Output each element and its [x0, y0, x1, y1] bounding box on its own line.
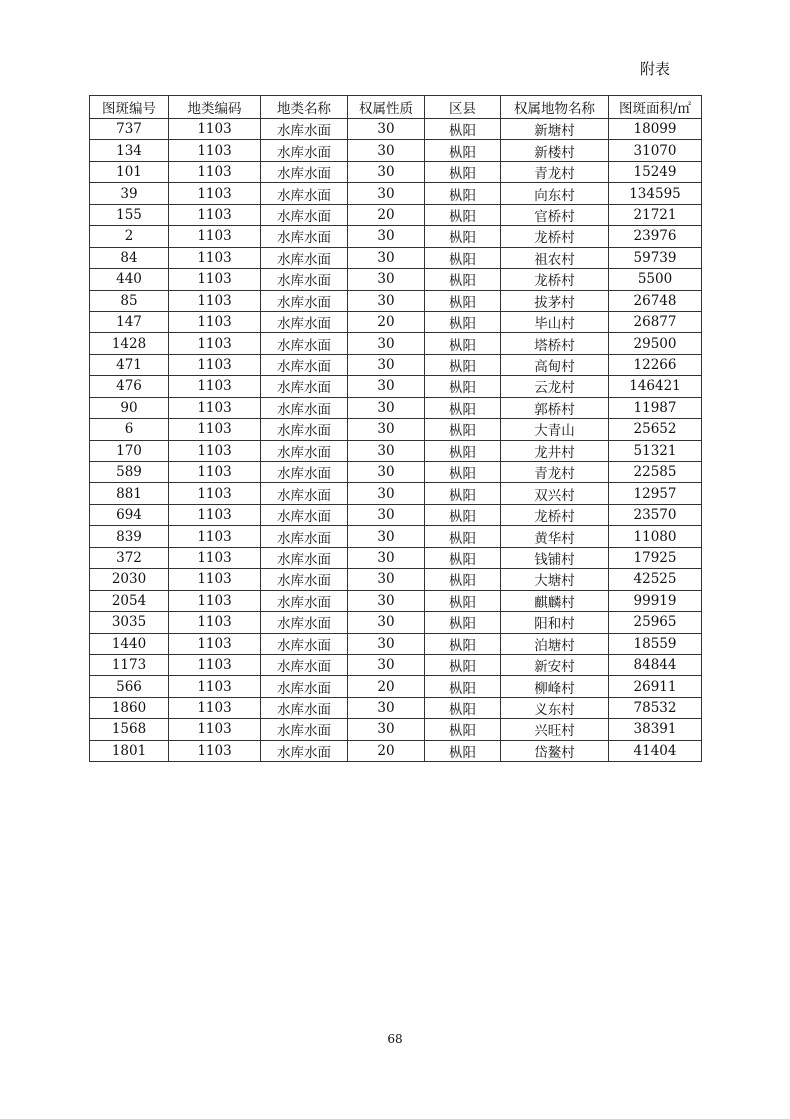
cell-owner-name: 大青山 [501, 419, 609, 440]
cell-county: 枞阳 [425, 697, 501, 718]
cell-land-name: 水库水面 [261, 419, 348, 440]
cell-county: 枞阳 [425, 140, 501, 161]
cell-county: 枞阳 [425, 676, 501, 697]
cell-county: 枞阳 [425, 161, 501, 182]
cell-ownership: 20 [348, 311, 425, 332]
cell-land-name: 水库水面 [261, 547, 348, 568]
cell-patch-id: 3035 [90, 612, 169, 633]
cell-patch-id: 1173 [90, 654, 169, 675]
cell-county: 枞阳 [425, 740, 501, 761]
cell-land-code: 1103 [169, 290, 261, 311]
cell-owner-name: 青龙村 [501, 161, 609, 182]
cell-ownership: 30 [348, 419, 425, 440]
cell-land-code: 1103 [169, 483, 261, 504]
table-row [90, 440, 702, 461]
cell-area: 18559 [609, 633, 702, 654]
cell-owner-name: 高甸村 [501, 354, 609, 375]
cell-ownership: 30 [348, 269, 425, 290]
cell-ownership: 30 [348, 376, 425, 397]
cell-patch-id: 101 [90, 161, 169, 182]
table-row [90, 526, 702, 547]
table-row [90, 204, 702, 225]
cell-land-code: 1103 [169, 697, 261, 718]
cell-land-code: 1103 [169, 161, 261, 182]
cell-patch-id: 1860 [90, 697, 169, 718]
cell-land-name: 水库水面 [261, 311, 348, 332]
table-row [90, 376, 702, 397]
table-body [90, 119, 702, 762]
cell-land-code: 1103 [169, 419, 261, 440]
cell-land-name: 水库水面 [261, 740, 348, 761]
table-header-row [90, 96, 702, 119]
cell-land-name: 水库水面 [261, 654, 348, 675]
cell-owner-name: 新塘村 [501, 119, 609, 140]
cell-patch-id: 170 [90, 440, 169, 461]
cell-owner-name: 新安村 [501, 654, 609, 675]
cell-area: 22585 [609, 462, 702, 483]
cell-patch-id: 90 [90, 397, 169, 418]
cell-land-code: 1103 [169, 612, 261, 633]
table-row [90, 419, 702, 440]
cell-ownership: 30 [348, 226, 425, 247]
cell-land-name: 水库水面 [261, 290, 348, 311]
cell-ownership: 30 [348, 483, 425, 504]
table-row [90, 140, 702, 161]
table-row [90, 119, 702, 140]
cell-land-name: 水库水面 [261, 226, 348, 247]
cell-county: 枞阳 [425, 290, 501, 311]
cell-ownership: 30 [348, 462, 425, 483]
cell-land-code: 1103 [169, 311, 261, 332]
cell-area: 23976 [609, 226, 702, 247]
cell-land-name: 水库水面 [261, 462, 348, 483]
table-row [90, 462, 702, 483]
cell-land-name: 水库水面 [261, 504, 348, 525]
cell-county: 枞阳 [425, 333, 501, 354]
cell-county: 枞阳 [425, 247, 501, 268]
cell-county: 枞阳 [425, 419, 501, 440]
cell-land-name: 水库水面 [261, 183, 348, 204]
table-row [90, 740, 702, 761]
cell-land-name: 水库水面 [261, 354, 348, 375]
cell-land-code: 1103 [169, 462, 261, 483]
cell-owner-name: 兴旺村 [501, 719, 609, 740]
cell-owner-name: 云龙村 [501, 376, 609, 397]
cell-patch-id: 737 [90, 119, 169, 140]
cell-ownership: 20 [348, 740, 425, 761]
cell-land-code: 1103 [169, 590, 261, 611]
cell-area: 21721 [609, 204, 702, 225]
cell-county: 枞阳 [425, 376, 501, 397]
cell-land-code: 1103 [169, 247, 261, 268]
cell-patch-id: 1568 [90, 719, 169, 740]
cell-county: 枞阳 [425, 311, 501, 332]
cell-area: 99919 [609, 590, 702, 611]
cell-land-code: 1103 [169, 119, 261, 140]
cell-patch-id: 6 [90, 419, 169, 440]
table-row [90, 354, 702, 375]
cell-county: 枞阳 [425, 226, 501, 247]
cell-owner-name: 新楼村 [501, 140, 609, 161]
cell-owner-name: 青龙村 [501, 462, 609, 483]
header-patch-id: 图斑编号 [90, 96, 169, 119]
cell-land-name: 水库水面 [261, 633, 348, 654]
table-row [90, 183, 702, 204]
cell-area: 29500 [609, 333, 702, 354]
cell-ownership: 30 [348, 440, 425, 461]
cell-patch-id: 1801 [90, 740, 169, 761]
cell-county: 枞阳 [425, 183, 501, 204]
cell-ownership: 30 [348, 140, 425, 161]
cell-area: 134595 [609, 183, 702, 204]
table-row [90, 397, 702, 418]
table-row [90, 676, 702, 697]
cell-county: 枞阳 [425, 612, 501, 633]
cell-owner-name: 双兴村 [501, 483, 609, 504]
cell-patch-id: 85 [90, 290, 169, 311]
cell-land-name: 水库水面 [261, 204, 348, 225]
cell-area: 12266 [609, 354, 702, 375]
cell-land-code: 1103 [169, 397, 261, 418]
cell-owner-name: 麒麟村 [501, 590, 609, 611]
cell-patch-id: 589 [90, 462, 169, 483]
cell-land-name: 水库水面 [261, 376, 348, 397]
cell-ownership: 20 [348, 676, 425, 697]
cell-ownership: 30 [348, 719, 425, 740]
cell-land-code: 1103 [169, 547, 261, 568]
table-row [90, 226, 702, 247]
cell-area: 25652 [609, 419, 702, 440]
cell-area: 5500 [609, 269, 702, 290]
cell-patch-id: 147 [90, 311, 169, 332]
cell-area: 18099 [609, 119, 702, 140]
cell-county: 枞阳 [425, 397, 501, 418]
cell-area: 59739 [609, 247, 702, 268]
cell-county: 枞阳 [425, 504, 501, 525]
cell-area: 51321 [609, 440, 702, 461]
cell-patch-id: 2 [90, 226, 169, 247]
cell-patch-id: 39 [90, 183, 169, 204]
cell-patch-id: 440 [90, 269, 169, 290]
cell-area: 31070 [609, 140, 702, 161]
cell-patch-id: 2054 [90, 590, 169, 611]
cell-area: 38391 [609, 719, 702, 740]
cell-ownership: 30 [348, 526, 425, 547]
cell-county: 枞阳 [425, 204, 501, 225]
cell-land-code: 1103 [169, 333, 261, 354]
cell-land-code: 1103 [169, 204, 261, 225]
cell-land-code: 1103 [169, 569, 261, 590]
cell-county: 枞阳 [425, 547, 501, 568]
cell-land-code: 1103 [169, 654, 261, 675]
cell-land-name: 水库水面 [261, 333, 348, 354]
cell-land-code: 1103 [169, 504, 261, 525]
table-row [90, 483, 702, 504]
cell-county: 枞阳 [425, 269, 501, 290]
table-row [90, 547, 702, 568]
cell-ownership: 30 [348, 590, 425, 611]
cell-owner-name: 拔茅村 [501, 290, 609, 311]
cell-patch-id: 1440 [90, 633, 169, 654]
cell-land-name: 水库水面 [261, 161, 348, 182]
cell-patch-id: 372 [90, 547, 169, 568]
cell-land-name: 水库水面 [261, 269, 348, 290]
cell-patch-id: 881 [90, 483, 169, 504]
cell-land-name: 水库水面 [261, 140, 348, 161]
cell-patch-id: 134 [90, 140, 169, 161]
cell-owner-name: 岱鳌村 [501, 740, 609, 761]
cell-ownership: 30 [348, 183, 425, 204]
header-county: 区县 [425, 96, 501, 119]
cell-land-name: 水库水面 [261, 526, 348, 547]
cell-owner-name: 龙桥村 [501, 226, 609, 247]
cell-patch-id: 566 [90, 676, 169, 697]
table-row [90, 333, 702, 354]
cell-county: 枞阳 [425, 719, 501, 740]
cell-area: 26911 [609, 676, 702, 697]
cell-county: 枞阳 [425, 633, 501, 654]
cell-patch-id: 84 [90, 247, 169, 268]
cell-area: 11080 [609, 526, 702, 547]
cell-ownership: 30 [348, 504, 425, 525]
cell-owner-name: 龙桥村 [501, 504, 609, 525]
cell-land-name: 水库水面 [261, 612, 348, 633]
cell-patch-id: 694 [90, 504, 169, 525]
cell-county: 枞阳 [425, 569, 501, 590]
cell-patch-id: 839 [90, 526, 169, 547]
table-row [90, 569, 702, 590]
cell-land-code: 1103 [169, 676, 261, 697]
cell-area: 17925 [609, 547, 702, 568]
cell-land-name: 水库水面 [261, 719, 348, 740]
cell-ownership: 30 [348, 697, 425, 718]
cell-land-code: 1103 [169, 354, 261, 375]
cell-owner-name: 官桥村 [501, 204, 609, 225]
cell-owner-name: 毕山村 [501, 311, 609, 332]
table-row [90, 161, 702, 182]
header-land-code: 地类编码 [169, 96, 261, 119]
cell-land-code: 1103 [169, 269, 261, 290]
cell-land-name: 水库水面 [261, 697, 348, 718]
cell-county: 枞阳 [425, 654, 501, 675]
cell-ownership: 30 [348, 161, 425, 182]
cell-owner-name: 泊塘村 [501, 633, 609, 654]
cell-ownership: 30 [348, 290, 425, 311]
header-owner-name: 权属地物名称 [501, 96, 609, 119]
cell-ownership: 30 [348, 247, 425, 268]
cell-county: 枞阳 [425, 440, 501, 461]
header-area: 图斑面积/㎡ [609, 96, 702, 119]
table-row [90, 504, 702, 525]
table-row [90, 654, 702, 675]
cell-land-code: 1103 [169, 719, 261, 740]
cell-area: 15249 [609, 161, 702, 182]
cell-ownership: 30 [348, 612, 425, 633]
cell-land-name: 水库水面 [261, 397, 348, 418]
cell-owner-name: 塔桥村 [501, 333, 609, 354]
cell-land-code: 1103 [169, 740, 261, 761]
cell-area: 146421 [609, 376, 702, 397]
cell-land-name: 水库水面 [261, 590, 348, 611]
table-row [90, 311, 702, 332]
cell-area: 78532 [609, 697, 702, 718]
cell-owner-name: 龙井村 [501, 440, 609, 461]
cell-ownership: 30 [348, 333, 425, 354]
cell-land-code: 1103 [169, 633, 261, 654]
cell-owner-name: 钱铺村 [501, 547, 609, 568]
cell-land-name: 水库水面 [261, 569, 348, 590]
cell-ownership: 30 [348, 354, 425, 375]
page-number: 68 [387, 1032, 403, 1046]
cell-area: 42525 [609, 569, 702, 590]
cell-patch-id: 1428 [90, 333, 169, 354]
cell-ownership: 30 [348, 633, 425, 654]
cell-ownership: 20 [348, 204, 425, 225]
header-ownership: 权属性质 [348, 96, 425, 119]
cell-area: 23570 [609, 504, 702, 525]
cell-land-name: 水库水面 [261, 676, 348, 697]
cell-land-name: 水库水面 [261, 247, 348, 268]
table-row [90, 590, 702, 611]
cell-ownership: 30 [348, 569, 425, 590]
cell-ownership: 30 [348, 547, 425, 568]
cell-area: 26877 [609, 311, 702, 332]
header-land-name: 地类名称 [261, 96, 348, 119]
cell-land-code: 1103 [169, 440, 261, 461]
cell-owner-name: 郭桥村 [501, 397, 609, 418]
cell-land-code: 1103 [169, 226, 261, 247]
cell-county: 枞阳 [425, 354, 501, 375]
cell-county: 枞阳 [425, 526, 501, 547]
cell-land-code: 1103 [169, 183, 261, 204]
table-row [90, 269, 702, 290]
cell-ownership: 30 [348, 119, 425, 140]
cell-area: 25965 [609, 612, 702, 633]
cell-owner-name: 大塘村 [501, 569, 609, 590]
cell-county: 枞阳 [425, 483, 501, 504]
cell-owner-name: 义东村 [501, 697, 609, 718]
cell-area: 26748 [609, 290, 702, 311]
cell-area: 11987 [609, 397, 702, 418]
cell-county: 枞阳 [425, 462, 501, 483]
cell-area: 41404 [609, 740, 702, 761]
cell-owner-name: 阳和村 [501, 612, 609, 633]
table-row [90, 633, 702, 654]
cell-owner-name: 向东村 [501, 183, 609, 204]
data-table [89, 95, 702, 762]
cell-patch-id: 471 [90, 354, 169, 375]
cell-land-name: 水库水面 [261, 483, 348, 504]
cell-patch-id: 2030 [90, 569, 169, 590]
cell-county: 枞阳 [425, 119, 501, 140]
table-row [90, 290, 702, 311]
cell-land-code: 1103 [169, 526, 261, 547]
cell-owner-name: 柳峰村 [501, 676, 609, 697]
table-row [90, 697, 702, 718]
cell-owner-name: 祖农村 [501, 247, 609, 268]
table-row [90, 247, 702, 268]
cell-area: 12957 [609, 483, 702, 504]
cell-area: 84844 [609, 654, 702, 675]
cell-patch-id: 476 [90, 376, 169, 397]
appendix-label: 附表 [639, 60, 670, 78]
cell-owner-name: 龙桥村 [501, 269, 609, 290]
cell-owner-name: 黄华村 [501, 526, 609, 547]
cell-ownership: 30 [348, 397, 425, 418]
cell-patch-id: 155 [90, 204, 169, 225]
cell-land-name: 水库水面 [261, 119, 348, 140]
table-row [90, 719, 702, 740]
cell-ownership: 30 [348, 654, 425, 675]
cell-land-code: 1103 [169, 376, 261, 397]
table-row [90, 612, 702, 633]
cell-land-name: 水库水面 [261, 440, 348, 461]
cell-county: 枞阳 [425, 590, 501, 611]
cell-land-code: 1103 [169, 140, 261, 161]
